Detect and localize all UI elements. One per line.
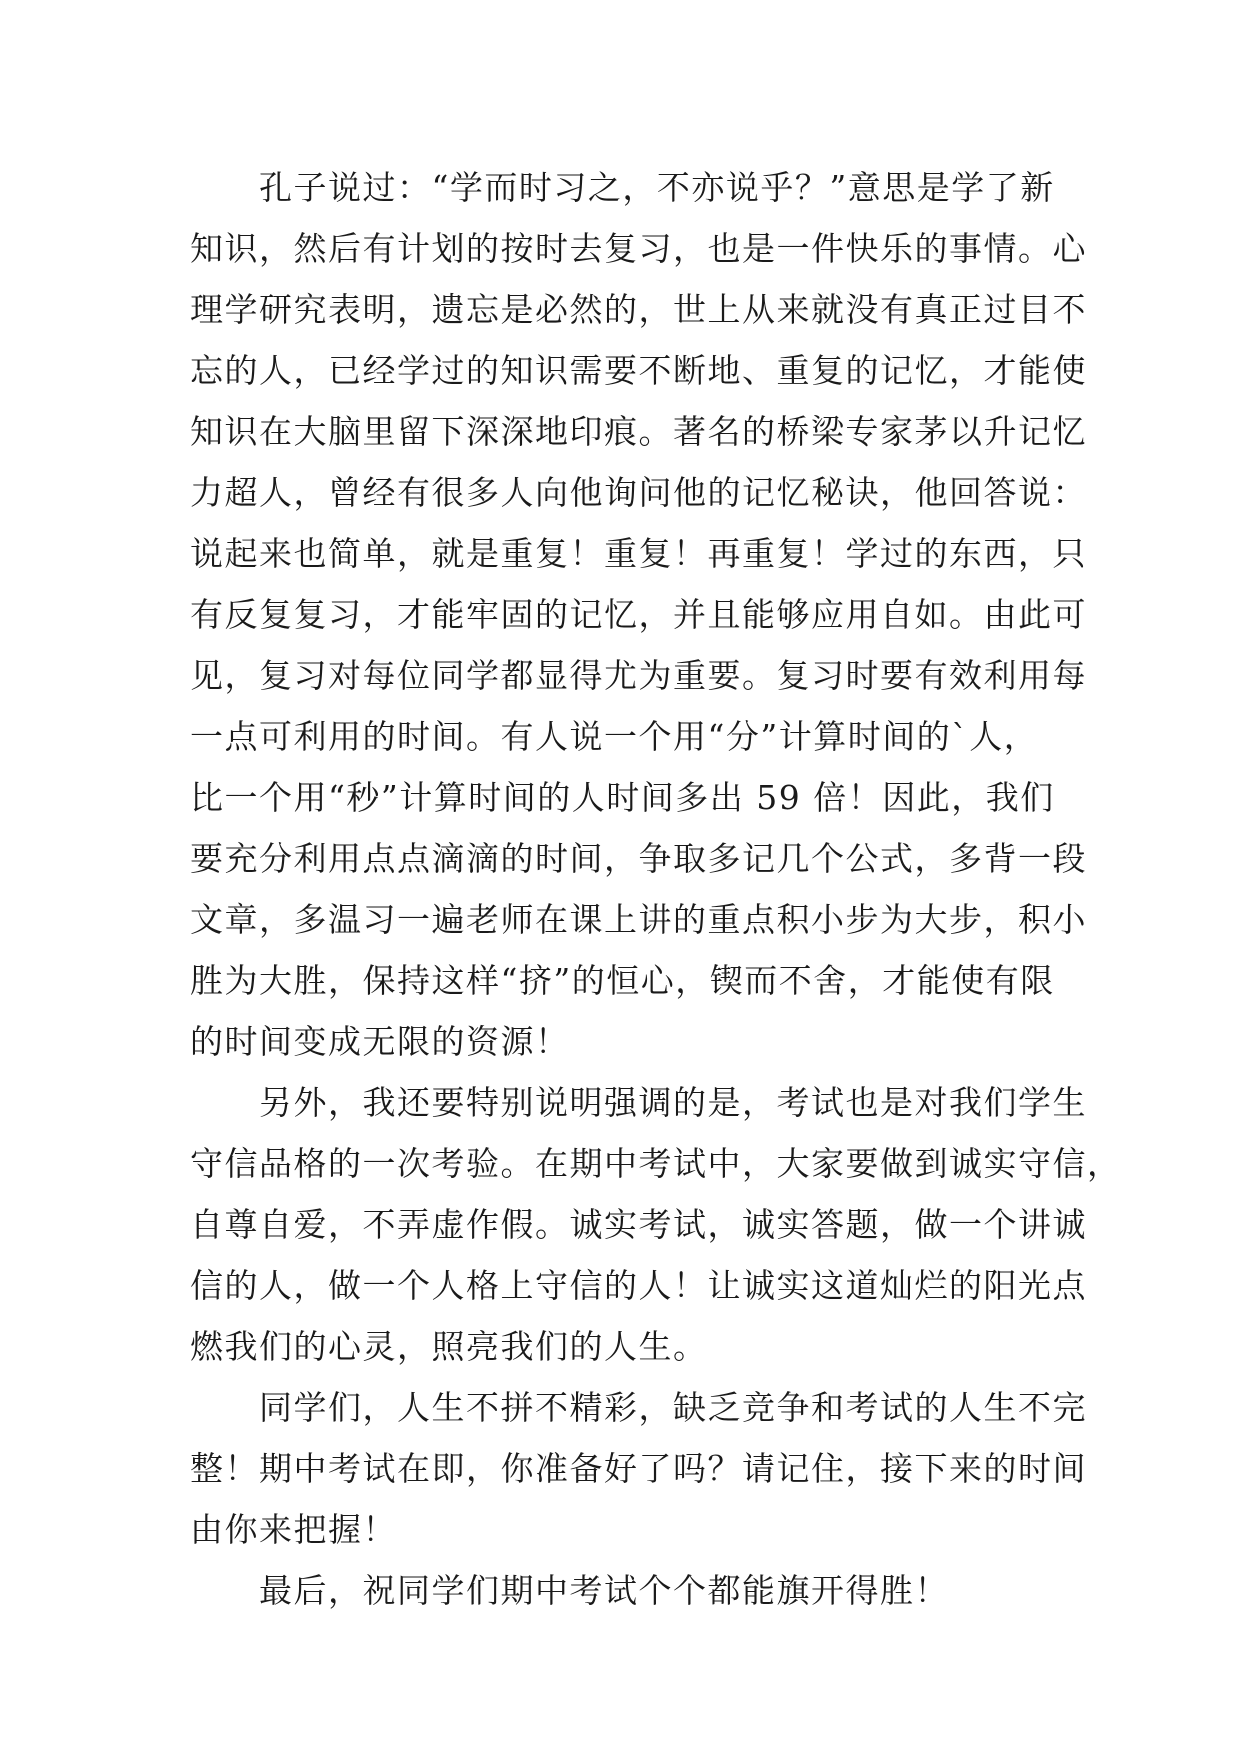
text-line-22: 整！期中考试在即，你准备好了吗？请记住，接下来的时间 (190, 1449, 1087, 1488)
text-line-11: 比一个用“秒”计算时间的人时间多出 59 倍！因此，我们 (190, 778, 1055, 817)
text-line-8: 有反复复习，才能牢固的记忆，并且能够应用自如。由此可 (190, 595, 1087, 634)
text-line-12: 要充分利用点点滴滴的时间，争取多记几个公式，多背一段 (190, 839, 1087, 878)
text-line-10: 一点可利用的时间。有人说一个用“分”计算时间的`人， (190, 717, 1039, 756)
text-line-17: 守信品格的一次考验。在期中考试中，大家要做到诚实守信， (190, 1144, 1122, 1183)
text-line-21: 同学们，人生不拼不精彩，缺乏竞争和考试的人生不完 (190, 1388, 1087, 1427)
text-line-14: 胜为大胜，保持这样“挤”的恒心，锲而不舍，才能使有限 (190, 961, 1055, 1000)
text-line-15: 的时间变成无限的资源！ (190, 1022, 570, 1061)
text-line-20: 燃我们的心灵，照亮我们的人生。 (190, 1327, 708, 1366)
text-line-2: 知识，然后有计划的按时去复习，也是一件快乐的事情。心 (190, 229, 1087, 268)
text-line-3: 理学研究表明，遗忘是必然的，世上从来就没有真正过目不 (190, 290, 1087, 329)
text-line-4: 忘的人，已经学过的知识需要不断地、重复的记忆，才能使 (190, 351, 1087, 390)
text-line-18: 自尊自爱，不弄虚作假。诚实考试，诚实答题，做一个讲诚 (190, 1205, 1087, 1244)
text-line-5: 知识在大脑里留下深深地印痕。著名的桥梁专家茅以升记忆 (190, 412, 1087, 451)
text-line-24: 最后，祝同学们期中考试个个都能旗开得胜！ (190, 1571, 949, 1610)
text-line-7: 说起来也简单，就是重复！重复！再重复！学过的东西，只 (190, 534, 1087, 573)
text-line-16: 另外，我还要特别说明强调的是，考试也是对我们学生 (190, 1083, 1087, 1122)
text-line-1: 孔子说过：“学而时习之，不亦说乎？”意思是学了新 (190, 168, 1055, 207)
text-line-23: 由你来把握！ (190, 1510, 397, 1549)
text-line-13: 文章，多温习一遍老师在课上讲的重点积小步为大步，积小 (190, 900, 1087, 939)
text-line-9: 见，复习对每位同学都显得尤为重要。复习时要有效利用每 (190, 656, 1087, 695)
text-line-19: 信的人，做一个人格上守信的人！让诚实这道灿烂的阳光点 (190, 1266, 1087, 1305)
text-line-6: 力超人，曾经有很多人向他询问他的记忆秘诀，他回答说： (190, 473, 1087, 512)
